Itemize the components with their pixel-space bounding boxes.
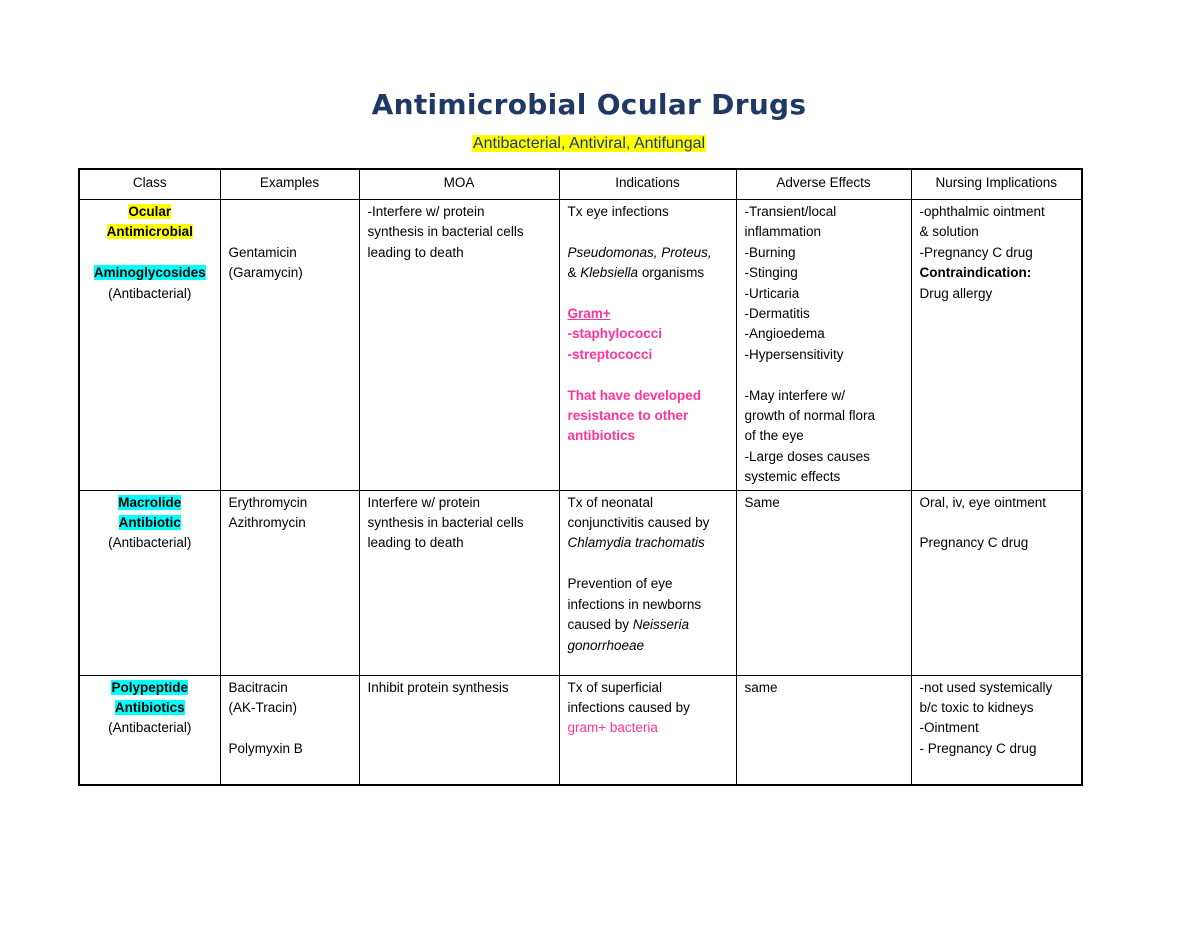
drug-table [78,168,1083,786]
example-item: Azithromycin [228,515,306,531]
indication-organisms: Pseudomonas, Proteus, [567,244,712,260]
moa-line: leading to death [367,244,464,260]
indication-organism-name: gonorrhoeae [567,637,645,653]
nursing-line: Drug allergy [919,285,993,301]
class-name: Polypeptide [111,679,188,695]
adverse-line: -Dermatitis [744,306,810,322]
page-title: Antimicrobial Ocular Drugs [371,88,807,121]
table-header-row [79,169,1082,200]
gram-positive-item: -streptococci [567,346,653,362]
moa-cell [359,200,559,491]
indication-line: Tx eye infections [567,204,669,219]
header-indications: Indications [559,169,736,200]
indications-cell [559,200,736,491]
class-cell [79,200,220,491]
adverse-line: growth of normal flora [744,408,876,424]
adverse-line: same [744,679,778,695]
adverse-line: -Angioedema [744,326,825,342]
adverse-line: Same [744,494,780,510]
nursing-line: - Pregnancy C drug [919,740,1037,756]
class-cell [79,675,220,785]
table-row [79,490,1082,675]
indication-line: conjunctivitis caused by [567,515,710,531]
adverse-line: -Stinging [744,265,798,281]
table-row [79,675,1082,785]
class-cell [79,490,220,675]
nursing-line: Oral, iv, eye ointment [919,494,1047,510]
nursing-line: & solution [919,224,979,240]
class-name: Macrolide [118,494,182,510]
moa-line: synthesis in bacterial cells [367,515,524,531]
adverse-line: inflammation [744,224,822,240]
indication-organism-name: Neisseria [632,617,690,633]
indications-cell [559,490,736,675]
moa-line: Interfere w/ protein [367,494,481,510]
resistance-note: antibiotics [567,428,636,444]
indication-line: Prevention of eye [567,576,673,592]
table-row [79,200,1082,491]
adverse-line: -Hypersensitivity [744,346,844,362]
indication-text: & [567,265,581,281]
indication-text: organisms [638,265,705,281]
indication-organisms [568,263,728,283]
header-class: Class [79,169,220,200]
indication-organism-name: Chlamydia trachomatis [567,535,705,551]
class-type: (Antibacterial) [108,285,192,301]
header-moa: MOA [359,169,559,200]
indications-cell [559,675,736,785]
gram-positive-bacteria: gram+ bacteria [567,720,658,736]
contraindication-label: Contraindication: [919,265,1032,281]
nursing-implications-cell [911,675,1082,785]
class-title: Ocular [128,204,172,219]
adverse-line: -Large doses causes [744,448,870,464]
nursing-line: -not used systemically [919,679,1053,695]
nursing-line: -Ointment [919,720,979,736]
resistance-note: That have developed [567,387,702,403]
examples-cell [220,675,359,785]
moa-line: -Interfere w/ protein [367,204,485,219]
indication-line: infections in newborns [567,596,702,612]
page-subtitle: Antibacterial, Antiviral, Antifungal [472,135,706,152]
adverse-effects-cell [736,675,911,785]
nursing-line: Pregnancy C drug [919,535,1029,551]
adverse-effects-cell [736,490,911,675]
class-type: (Antibacterial) [108,535,192,551]
subtitle-container [0,133,1178,153]
adverse-line: of the eye [744,428,804,444]
moa-line: synthesis in bacterial cells [367,224,524,240]
indication-line: Tx of neonatal [567,494,654,510]
nursing-line: b/c toxic to kidneys [919,700,1034,716]
moa-line: Inhibit protein synthesis [367,679,509,695]
adverse-effects-cell [736,200,911,491]
header-nursing-implications: Nursing Implications [911,169,1082,200]
indication-line: Tx of superficial [567,679,663,695]
indication-text: caused by [567,617,633,633]
examples-cell [220,490,359,675]
moa-cell [359,490,559,675]
class-title: Antimicrobial [106,224,193,240]
nursing-line: -Pregnancy C drug [919,244,1033,260]
indication-organism-name: Klebsiella [580,265,639,281]
adverse-line: -Transient/local [744,204,837,219]
nursing-implications-cell [911,490,1082,675]
example-item: (AK-Tracin) [228,700,298,716]
class-name: Aminoglycosides [93,265,206,281]
class-type: (Antibacterial) [108,720,192,736]
indication-line [568,615,728,635]
class-name: Antibiotic [118,515,181,531]
class-name: Antibiotics [114,700,185,716]
moa-cell [359,675,559,785]
gram-positive-item: -staphylococci [567,326,663,342]
resistance-note: resistance to other [567,408,689,424]
header-examples: Examples [220,169,359,200]
example-item: Bacitracin [228,679,288,695]
indication-line: infections caused by [567,700,690,716]
examples-cell [220,200,359,491]
adverse-line: -May interfere w/ [744,387,846,403]
adverse-line: -Burning [744,244,796,260]
nursing-line: -ophthalmic ointment [919,204,1045,219]
gram-positive-label: Gram+ [567,306,611,321]
adverse-line: systemic effects [744,469,841,485]
example-item: (Garamycin) [228,265,303,281]
nursing-implications-cell [911,200,1082,491]
header-adverse-effects: Adverse Effects [736,169,911,200]
example-item: Gentamicin [228,244,297,260]
example-item: Erythromycin [228,494,308,510]
example-item: Polymyxin B [228,740,303,756]
moa-line: leading to death [367,535,464,551]
adverse-line: -Urticaria [744,285,800,301]
